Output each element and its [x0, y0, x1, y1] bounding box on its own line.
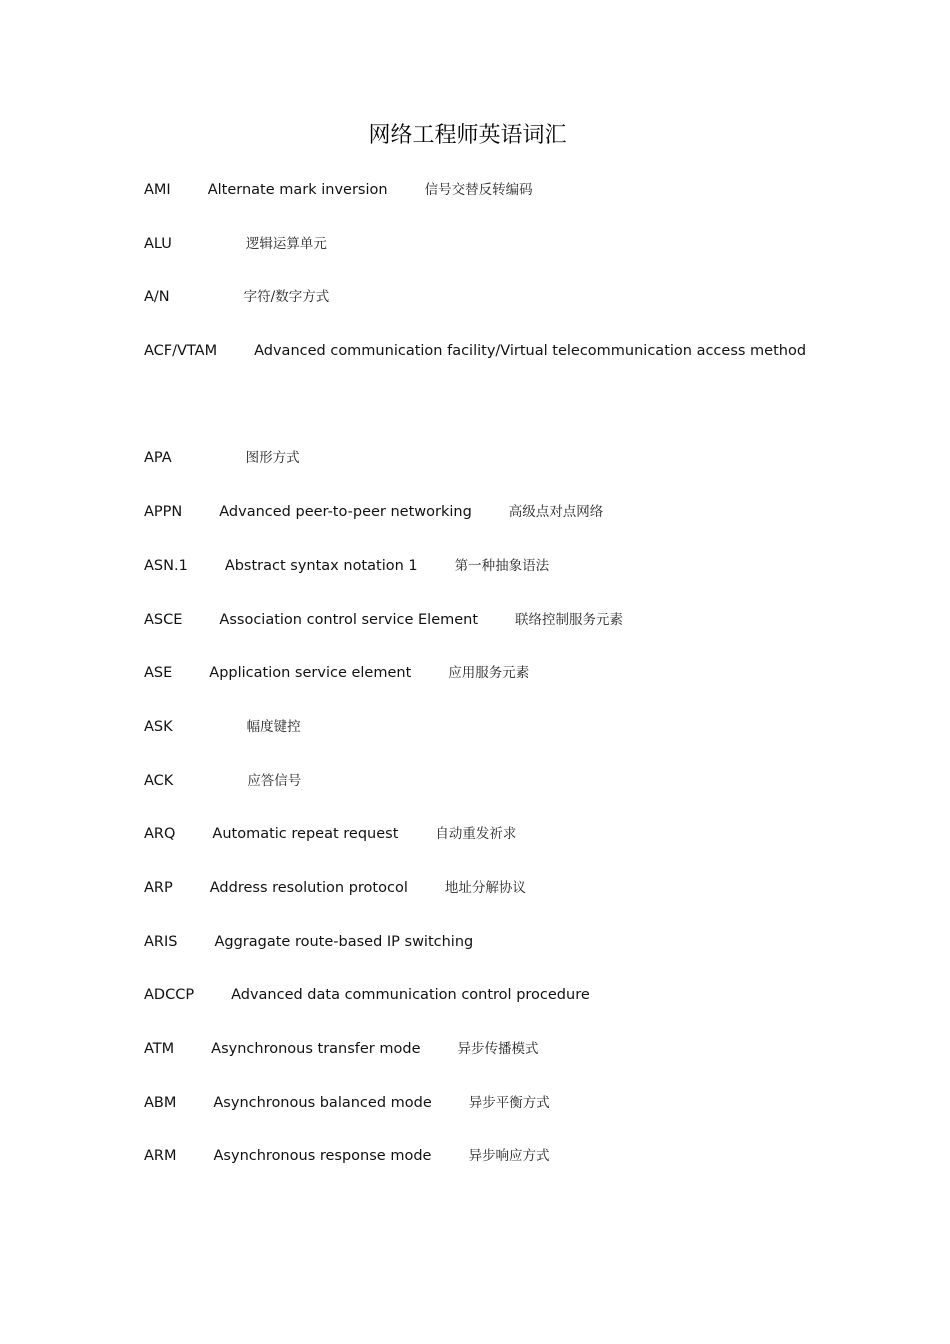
- entry-chinese-translation: 信号交替反转编码: [424, 182, 533, 198]
- entry-abbreviation: A/N: [144, 289, 170, 306]
- glossary-entry: [144, 715, 844, 769]
- entry-chinese-translation: 逻辑运算单元: [245, 235, 327, 252]
- entry-abbreviation: ATM: [144, 1041, 175, 1058]
- entry-full-term: Address resolution protocol: [209, 879, 408, 896]
- entry-chinese-translation: 异步响应方式: [468, 1148, 550, 1165]
- glossary-entry: [144, 446, 844, 500]
- entry-abbreviation: ADCCP: [144, 987, 195, 1004]
- entry-full-term: Association control service Element: [219, 611, 479, 628]
- page-title: 网络工程师英语词汇: [368, 123, 567, 148]
- entry-abbreviation: ABM: [144, 1094, 177, 1111]
- entry-abbreviation: AMI: [144, 182, 171, 198]
- entry-chinese-translation: 第一种抽象语法: [454, 557, 550, 574]
- entry-chinese-translation: 联络控制服务元素: [515, 611, 624, 628]
- entry-abbreviation: ARM: [144, 1148, 177, 1165]
- glossary-entry: [144, 500, 844, 554]
- entry-abbreviation: ARQ: [144, 826, 176, 843]
- glossary-entry: [144, 554, 844, 608]
- entry-full-term: Alternate mark inversion: [207, 182, 388, 198]
- entry-abbreviation: APPN: [144, 504, 183, 521]
- entry-chinese-translation: 自动重发祈求: [435, 826, 517, 843]
- entry-full-term: Aggragate route-based IP switching: [214, 933, 474, 950]
- entry-chinese-translation: 图形方式: [245, 450, 300, 467]
- glossary-entry: [144, 822, 844, 876]
- entry-chinese-translation: 应用服务元素: [448, 665, 530, 682]
- entry-full-term: Advanced peer-to-peer networking: [219, 504, 472, 521]
- entry-chinese-translation: 异步传播模式: [457, 1041, 539, 1058]
- glossary-entry: [144, 178, 844, 232]
- glossary-entry: [144, 339, 844, 446]
- glossary-entry: [144, 930, 844, 984]
- entry-chinese-translation: 高级点对点网络: [508, 504, 604, 521]
- entry-full-term: Asynchronous balanced mode: [213, 1094, 432, 1111]
- entry-abbreviation: ASN.1: [144, 557, 188, 574]
- glossary-entry: [144, 1091, 844, 1145]
- entry-abbreviation: ASK: [144, 718, 173, 735]
- entry-full-term: Abstract syntax notation 1: [224, 557, 418, 574]
- entry-abbreviation: ASCE: [144, 611, 183, 628]
- entry-full-term: Asynchronous response mode: [213, 1148, 432, 1165]
- entry-full-term: Advanced communication facility/Virtual telecommunication access method: [254, 343, 807, 360]
- entry-abbreviation: ARP: [144, 879, 173, 896]
- entry-abbreviation: APA: [144, 450, 172, 467]
- entry-abbreviation: ARIS: [144, 933, 178, 950]
- glossary-entry: [144, 876, 844, 930]
- entry-abbreviation: ASE: [144, 665, 173, 682]
- glossary-entry: [144, 285, 844, 339]
- entry-chinese-translation: 异步平衡方式: [468, 1094, 550, 1111]
- entry-abbreviation: ALU: [144, 235, 172, 252]
- entry-full-term: Asynchronous transfer mode: [211, 1041, 421, 1058]
- entry-chinese-translation: 幅度键控: [246, 718, 301, 735]
- entry-full-term: Application service element: [209, 665, 412, 682]
- glossary-entry: [144, 1037, 844, 1091]
- entry-chinese-translation: 应答信号: [247, 772, 302, 789]
- glossary-entry: [144, 661, 844, 715]
- glossary-list: [144, 178, 844, 1198]
- entry-full-term: Advanced data communication control procedure: [231, 987, 590, 1004]
- entry-abbreviation: ACK: [144, 772, 174, 789]
- glossary-entry: [144, 769, 844, 823]
- glossary-entry: [144, 232, 844, 286]
- entry-chinese-translation: 字符/数字方式: [243, 289, 330, 306]
- glossary-entry: [144, 1144, 844, 1198]
- entry-abbreviation: ACF/VTAM: [144, 343, 218, 360]
- entry-chinese-translation: 地址分解协议: [444, 879, 526, 896]
- glossary-entry: [144, 983, 844, 1037]
- glossary-entry: [144, 608, 844, 662]
- entry-full-term: Automatic repeat request: [212, 826, 399, 843]
